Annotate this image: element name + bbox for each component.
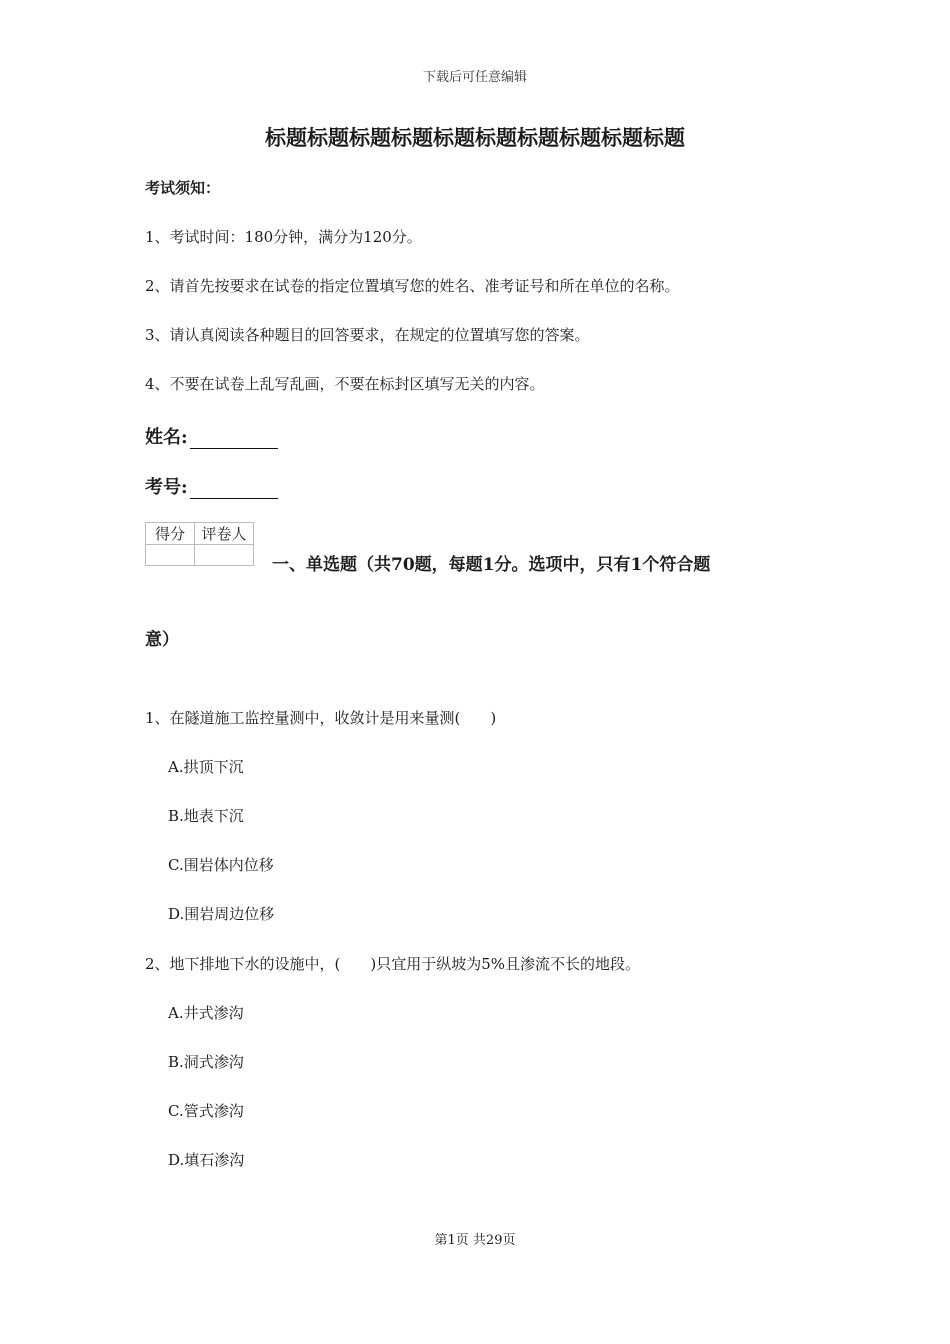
section-title-line2: 意）: [145, 630, 179, 650]
score-table: [145, 522, 254, 566]
grader-cell[interactable]: [195, 545, 254, 566]
id-blank[interactable]: [190, 480, 278, 499]
score-cell[interactable]: [146, 545, 195, 566]
question-2: 2、地下排地下水的设施中，( )只宜用于纵坡为5%且渗流不长的地段。: [145, 955, 641, 973]
name-label: 姓名:: [145, 427, 188, 448]
question-2-option-b: B.洞式渗沟: [168, 1053, 244, 1071]
question-1-option-c: C.围岩体内位移: [168, 856, 274, 874]
id-label: 考号:: [145, 477, 188, 498]
page-title: 标题标题标题标题标题标题标题标题标题标题: [265, 125, 685, 150]
question-2-option-a: A.井式渗沟: [168, 1004, 244, 1022]
page-footer: 第1页 共29页: [434, 1233, 516, 1248]
question-2-option-c: C.管式渗沟: [168, 1102, 244, 1120]
question-1-option-d: D.围岩周边位移: [168, 905, 275, 923]
page-header: 下载后可任意编辑: [422, 70, 527, 85]
notice-item-2: 2、请首先按要求在试卷的指定位置填写您的姓名、准考证号和所在单位的名称。: [145, 277, 680, 295]
name-field: [145, 423, 278, 449]
grader-header: 评卷人: [195, 523, 254, 545]
name-blank[interactable]: [190, 430, 278, 449]
notice-heading: 考试须知：: [145, 179, 221, 197]
question-1-option-a: A.拱顶下沉: [168, 758, 244, 776]
section-title-line1: 一、单选题（共70题，每题1分。选项中，只有1个符合题: [272, 555, 711, 575]
id-field: [145, 473, 278, 499]
score-header: 得分: [146, 523, 195, 545]
notice-item-4: 4、不要在试卷上乱写乱画，不要在标封区填写无关的内容。: [145, 375, 545, 393]
notice-item-3: 3、请认真阅读各种题目的回答要求，在规定的位置填写您的答案。: [145, 326, 590, 344]
question-1: 1、在隧道施工监控量测中，收敛计是用来量测( ): [145, 709, 497, 727]
notice-item-1: 1、考试时间：180分钟，满分为120分。: [145, 228, 422, 246]
question-2-option-d: D.填石渗沟: [168, 1151, 245, 1169]
question-1-option-b: B.地表下沉: [168, 807, 244, 825]
